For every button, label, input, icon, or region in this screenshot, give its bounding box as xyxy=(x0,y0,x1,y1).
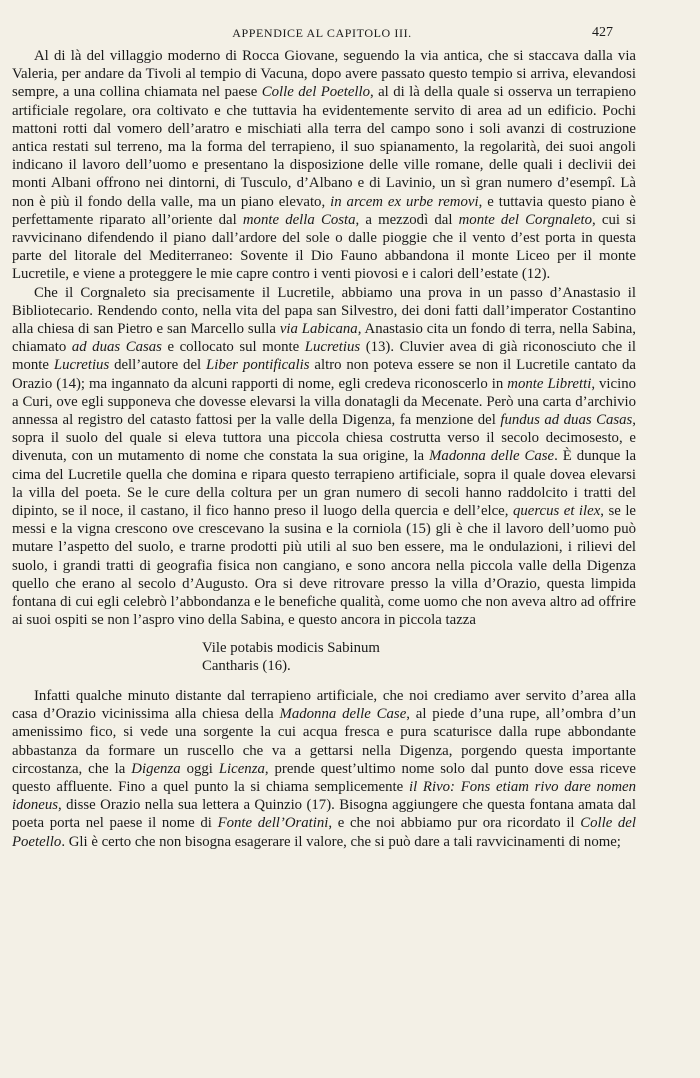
italic-run: monte della Costa xyxy=(242,211,356,228)
verse-line-1: Vile potabis modicis Sabinum xyxy=(202,639,380,656)
italic-run: Liber pontificalis xyxy=(206,357,310,374)
italic-run: Madonna delle Case xyxy=(279,706,407,723)
text-run: , e tuttavia questo piano è perfettamente riparato all’oriente dal xyxy=(12,193,636,228)
text-run: , cui si ravvicinano difendendo il piano dall’ardore del sole o dalle pioggie che il vento d’est porta in questa parte del litorale del Mediterraneo: Sovente il Dio Fauno abbandona il monte Liceo per il monte Lucretile, e viene a proteggere le mie capre contro i venti piovosi e i calori dell’estate (12). xyxy=(12,211,637,283)
text-run: , disse Orazio nella sua lettera a Quinzio (17). Bisogna aggiungere che questa fontana amata dal poeta porta nel paese il nome di xyxy=(12,797,636,832)
italic-run: Madonna delle Case xyxy=(429,448,555,465)
text-run: , al di là della quale si osserva un terrapieno artificiale regolare, ora coltivato e che tuttavia ha evidentemente servito di area ad un edificio. Pochi mattoni rotti dal vomero dell’aratro e mischiati alla terra del campo sono i soli avanzi di costruzione antica restati sul terreno, ma la forma del terrapieno, il suo spianamento, la regolarità, dei suoi angoli indicano il lavoro dell’uomo e presentano la disposizione delle ville romane, delle quali i declivii dei monti Albani offrono nei dintorni, di Tusculo, d’Albano e di Lavinio, un sì gran numero d’esempî. Là non è più il fondo della valle, ma un piano elevato, xyxy=(12,84,636,210)
italic-run: in arcem ex urbe removi xyxy=(330,193,479,210)
text-run: Che il Corgnaleto sia precisamente il Lucretile, abbiamo una prova in un passo d’Anastasio il Bibliotecario. Rendendo conto, nella vita del papa san Silvestro, dei doni fatti dall’imperator Costantino alla chiesa di san Pietro e san Marcello sulla xyxy=(12,284,636,338)
verse-line-2: Cantharis (16). xyxy=(202,657,291,674)
italic-run: quercus et ilex xyxy=(512,503,601,520)
italic-run: Lucretius xyxy=(304,339,361,356)
text-run: oggi xyxy=(180,760,219,777)
text-run: , Anastasio cita un fondo di terra, nella Sabina, chiamato xyxy=(12,321,637,356)
text-run: , prende quest’ultimo nome solo dal punto dove essa riceve questo affluente. Fino a quel punto la si chiama semplicemente xyxy=(12,760,636,795)
body-text xyxy=(12,47,636,851)
italic-run: ad duas Casas xyxy=(71,339,162,356)
italic-run: Digenza xyxy=(131,760,181,777)
italic-run: Colle del Poetello xyxy=(12,815,636,850)
italic-run: via Labicana xyxy=(279,321,358,338)
text-run: , a mezzodì dal xyxy=(355,211,459,228)
italic-run: il Rivo: Fons etiam rivo dare nomen idoneus xyxy=(12,778,636,814)
italic-run: Licenza xyxy=(218,760,265,777)
italic-run: monte Libretti xyxy=(507,375,592,392)
text-run: e collocato sul monte xyxy=(161,339,305,356)
page-number: 427 xyxy=(592,25,613,40)
text-run: (13). Cluvier avea di già riconosciuto che il monte xyxy=(12,339,636,374)
text-run: . Gli è certo che non bisogna esagerare il valore, che si può dare a tali ravvicinamenti di nome; xyxy=(61,833,621,850)
paragraph-3 xyxy=(12,687,636,851)
text-run: , se le messi e la vigna crescono ove crescevano la susina e la corniola (15) gli è che il lavoro dell’uomo può mutare l’aspetto del suolo, e trarne prodotti più utili al suo ben essere, ma le ondulazioni, i rilievi del suolo, i grandi tratti di geografia fisica non cangiano, e sono ancora nella piccola valle della Digenza quello che erano al secolo d’Augusto. Ora si deve ritrovare presso la villa d’Orazio, questa limpida fontana di cui egli celebrò l’abbondanza e le benefiche qualità, come uomo che non aveva altro ad offrire ai suoi ospiti se non l’aspro vino della Sabina, e questo ancora in piccola tazza xyxy=(12,503,637,629)
italic-run: Lucretius xyxy=(53,357,110,374)
text-run: , al piede d’una rupe, all’ombra d’un amenissimo fico, si vede una sorgente la cui acqua fresca e pura scaturisce dalla rupe abbondante abbastanza da formare un ruscello che va a gettarsi nella Digenza, porgendo questa importante circostanza, che la xyxy=(12,706,636,777)
text-run: , sopra il suolo del quale si eleva tuttora una piccola chiesa costrutta verso il secolo decimosesto, e divenuta, con un mutamento di nome che constata la sua origine, la xyxy=(12,412,636,465)
text-run: altro non poteva essere se non il Lucretile cantato da Orazio (14); ma ingannato da alcuni rapporti di nome, egli credeva riconoscerlo in xyxy=(12,357,636,392)
paragraph-1 xyxy=(12,47,636,284)
text-run: Infatti qualche minuto distante dal terrapieno artificiale, che noi crediamo aver servito d’area alla casa d’Orazio vicinissima alla chiesa della xyxy=(12,687,636,723)
italic-run: Fonte dell’Oratini xyxy=(217,815,329,832)
text-run: , e che noi abbiamo pur ora ricordato il xyxy=(328,815,581,832)
text-run: dell’autore del xyxy=(109,357,206,374)
paragraph-2 xyxy=(12,284,636,630)
running-head: APPENDICE AL CAPITOLO III. xyxy=(232,26,412,40)
verse-quotation xyxy=(202,639,636,675)
text-run: . È dunque la cima del Lucretile quella che domina e ripara questo terrapieno artificiale, sopra il quale dovea elevarsi la villa del poeta. Se le cure della coltura per un gran numero di secoli hanno raddolcito i tratti del dipinto, se il noce, il castano, il fico hanno preso il luogo della quercia e dell’elce, xyxy=(12,448,637,520)
text-run: , vicino a Curi, ove egli supponeva che dovesse elevarsi la villa donatagli da Mecenate. Però una carta d’archivio annessa al registro del catasto fattosi per la valle della Digenza, fa menzione del xyxy=(12,375,636,429)
italic-run: Colle del Poetello xyxy=(261,84,371,101)
italic-run: monte del Corgnaleto xyxy=(458,211,593,228)
italic-run: fundus ad duas Casas xyxy=(500,412,633,429)
text-run: Al di là del villaggio moderno di Rocca Giovane, seguendo la via antica, che si staccava dalla via Valeria, per andare da Tivoli al tempio di Vacuna, dopo avere passato questo tempio si arriva, elevandosi sempre, a una collina chiamata nel paese xyxy=(12,48,636,101)
